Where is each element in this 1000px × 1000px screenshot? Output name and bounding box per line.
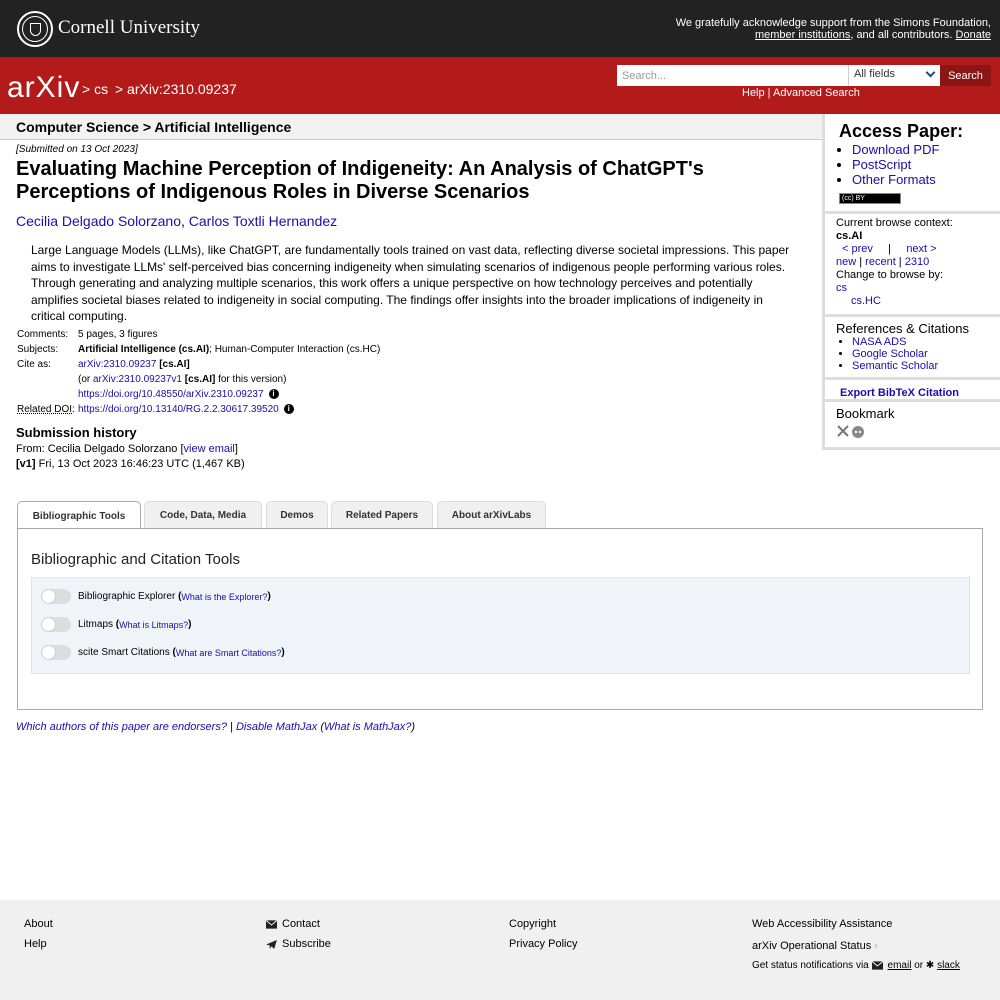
comments-value: 5 pages, 3 figures <box>78 328 158 340</box>
tab-bibliographic-tools[interactable]: Bibliographic Tools <box>17 501 141 530</box>
subscribe-link[interactable]: Subscribe <box>282 938 331 950</box>
cite-or: (or <box>78 373 93 385</box>
subjects-label: Subjects: <box>17 343 59 355</box>
cornell-seal-icon[interactable] <box>17 11 53 47</box>
view-email-link[interactable]: view email <box>183 443 235 455</box>
bibtex-section <box>825 380 1000 402</box>
bookmark-title: Bookmark <box>836 406 895 421</box>
envelope-icon <box>266 920 277 929</box>
slack-notify-link[interactable]: slack <box>937 960 960 971</box>
bookmark-section <box>825 402 1000 448</box>
postscript-link[interactable]: PostScript <box>852 157 912 172</box>
nasa-ads-link[interactable]: NASA ADS <box>852 336 907 348</box>
advanced-search-link[interactable]: Advanced Search <box>773 87 860 99</box>
other-formats-link[interactable]: Other Formats <box>852 172 936 187</box>
change-label: Change to browse by: <box>836 269 944 281</box>
history-heading: Submission history <box>16 425 137 440</box>
cc-license-badge[interactable]: (cc) BY <box>839 193 901 204</box>
list-item <box>852 360 989 372</box>
explorer-toggle[interactable] <box>41 589 71 604</box>
author-link[interactable]: Carlos Toxtli Hernandez <box>188 213 338 229</box>
cornell-header <box>0 0 1000 57</box>
scite-row: scite Smart Citations ( What are Smart Citations? ) <box>41 645 285 660</box>
scite-info-link[interactable]: What are Smart Citations? <box>175 647 282 658</box>
context-label: Current browse context: <box>836 217 953 229</box>
google-scholar-link[interactable]: Google Scholar <box>852 348 928 360</box>
site-footer <box>0 900 1000 1000</box>
footnote-sep: | <box>226 721 236 733</box>
cite-category: [cs.AI] <box>159 358 190 370</box>
breadcrumb <box>82 81 240 97</box>
browse-cshc-link[interactable]: cs.HC <box>851 295 881 307</box>
ack-and: , and all contributors. <box>850 29 953 41</box>
what-mathjax-link[interactable]: What is MathJax? <box>324 721 412 733</box>
breadcrumb-paper: > arXiv:2310.09237 <box>114 81 237 97</box>
secondary-subject: ; Human-Computer Interaction (cs.HC) <box>209 343 381 355</box>
help-link[interactable]: Help <box>742 87 765 99</box>
help-links <box>742 87 860 99</box>
disable-mathjax-link[interactable]: Disable MathJax <box>235 721 318 733</box>
bibsonomy-icon[interactable] <box>838 426 848 436</box>
litmaps-toggle[interactable] <box>41 617 71 632</box>
year-link[interactable]: 2310 <box>904 256 930 268</box>
copyright-link[interactable]: Copyright <box>509 918 557 930</box>
submission-date: [Submitted on 13 Oct 2023] <box>16 144 138 155</box>
abstract: Large Language Models (LLMs), like ChatGPT, are fundamentally tools trained on vast data, reflecting diverse societal impressions. This paper aims to investigate LLMs' self-perceived bias concerning indigeneity when simulating scenarios of indigenous people performing various roles. Through generating and analyzing multiple scenarios, this work offers a unique perspective on how technology perceives and potentially amplifies societal biases related to indigeneity in social computing. The findings offer insights into the broader implications of indigeneity in critical computing. <box>31 243 790 323</box>
search-field-value: All fields <box>854 68 895 80</box>
export-bibtex-link[interactable]: Export BibTeX Citation <box>840 387 959 399</box>
help-link[interactable]: Help <box>24 938 47 950</box>
panel-title: Bibliographic and Citation Tools <box>31 551 241 568</box>
info-icon[interactable]: i <box>269 389 279 399</box>
tools-box <box>31 577 970 674</box>
explorer-label: Bibliographic Explorer <box>78 591 176 602</box>
context-value: cs.AI <box>836 230 863 242</box>
member-institutions-link[interactable]: member institutions <box>754 29 851 41</box>
explorer-info-link[interactable]: What is the Explorer? <box>181 591 268 602</box>
search-field-select[interactable] <box>848 65 940 86</box>
search-button[interactable]: Search <box>940 65 991 86</box>
references-list <box>852 336 989 372</box>
list-item <box>852 336 989 348</box>
tab-demos[interactable]: Demos <box>266 501 328 529</box>
tab-related-papers[interactable]: Related Papers <box>331 501 433 529</box>
footer-col-3 <box>509 914 577 954</box>
arxiv-header <box>0 57 1000 114</box>
explorer-row: Bibliographic Explorer ( What is the Explorer? ) <box>41 589 271 604</box>
author-link[interactable]: Cecilia Delgado Solorzano <box>16 213 181 229</box>
help-sep: | <box>764 87 773 99</box>
litmaps-info-link[interactable]: What is Litmaps? <box>119 619 189 630</box>
chevron-right-icon: › <box>874 940 878 952</box>
breadcrumb-cs[interactable]: > cs <box>82 81 109 97</box>
submission-history <box>16 425 245 472</box>
email-notify-link[interactable]: email <box>887 960 912 971</box>
recent-link[interactable]: recent <box>865 256 896 268</box>
list-item <box>852 348 989 360</box>
arxiv-logo[interactable]: arXiv <box>7 71 81 104</box>
list-item <box>852 157 989 172</box>
author-sep: , <box>181 213 189 229</box>
slack-icon: ✱ <box>925 960 935 971</box>
subject-heading: Computer Science > Artificial Intelligence <box>0 114 822 140</box>
bookmark-icons <box>836 423 868 439</box>
footer-col-2 <box>266 914 331 954</box>
access-list <box>852 142 989 187</box>
primary-subject: Artificial Intelligence (cs.AI) <box>78 343 210 355</box>
nav-sep: | <box>888 243 892 255</box>
tab-about-arxivlabs[interactable]: About arXivLabs <box>437 501 546 529</box>
cite-label: Cite as: <box>17 358 51 370</box>
history-close: ] <box>234 443 238 455</box>
litmaps-row: Litmaps ( What is Litmaps? ) <box>41 617 192 632</box>
next-link[interactable]: next > <box>906 243 937 255</box>
version-label: [v1] <box>16 458 36 470</box>
references-section <box>825 317 1000 380</box>
about-link[interactable]: About <box>24 918 53 930</box>
tab-code-data-media[interactable]: Code, Data, Media <box>144 501 262 529</box>
sidebar <box>822 114 1000 450</box>
search-input[interactable]: Search... <box>617 65 848 86</box>
paper-plane-icon <box>266 940 277 949</box>
contact-link[interactable]: Contact <box>282 918 320 930</box>
notify-label: Get status notifications via <box>752 960 869 971</box>
version-detail: Fri, 13 Oct 2023 16:46:23 UTC (1,467 KB) <box>35 458 245 470</box>
endorsers-link[interactable]: Which authors of this paper are endorsers? <box>16 721 227 733</box>
reddit-icon[interactable] <box>852 426 864 438</box>
operational-status-link[interactable]: arXiv Operational Status <box>752 940 872 952</box>
cite-v1-link[interactable]: arXiv:2310.09237v1 <box>93 373 182 385</box>
list-item <box>852 172 989 187</box>
references-title: References & Citations <box>836 321 969 336</box>
scite-toggle[interactable] <box>41 645 71 660</box>
prev-link[interactable]: < prev <box>842 243 873 255</box>
notify-or: or <box>914 960 924 971</box>
metadata-table: Comments: 5 pages, 3 figures Subjects: Artificial Intelligence (cs.AI); Human-Computer Interaction (cs.HC) Cite as: arXiv:2310.09237 [cs.AI] (or arXiv:2310.09237v1 [cs.AI] for this version) https://doi.org/10.48550/arXiv.2310.09237 i Related DOI: https://doi.org/10.13140/RG.2.2.30617.39520 i <box>17 328 381 415</box>
litmaps-label: Litmaps <box>78 619 114 630</box>
history-from: From: Cecilia Delgado Solorzano [ <box>16 443 184 455</box>
cite-v1-category: [cs.AI] <box>184 373 216 385</box>
accessibility-link[interactable]: Web Accessibility Assistance <box>752 918 893 930</box>
scite-label: scite Smart Citations <box>78 647 170 658</box>
doi-link[interactable]: https://doi.org/10.48550/arXiv.2310.09237 <box>78 388 264 400</box>
acknowledgement <box>676 17 991 41</box>
access-title: Access Paper: <box>839 121 964 141</box>
tab-panel <box>17 528 983 710</box>
paper-title: Evaluating Machine Perception of Indigeneity: An Analysis of ChatGPT's Perceptions of Indigenous Roles in Diverse Scenarios <box>16 158 704 203</box>
donate-link[interactable]: Donate <box>955 29 991 41</box>
envelope-icon <box>872 961 883 970</box>
ack-line1: We gratefully acknowledge support from the Simons Foundation, <box>675 17 991 29</box>
footer-col-4 <box>752 914 960 976</box>
new-link[interactable]: new <box>836 256 857 268</box>
comments-label: Comments: <box>17 328 69 340</box>
cornell-name[interactable]: Cornell University <box>58 17 200 38</box>
browse-cs-link[interactable]: cs <box>836 282 847 294</box>
chevron-down-icon <box>926 68 936 78</box>
browse-context-section: Current browse context: cs.AI < prev | next > new | recent | 2310 Change to browse by: cs cs.HC <box>825 214 1000 317</box>
related-doi-label: Related DOI <box>17 403 73 415</box>
cite-v1-tail: for this version) <box>215 373 287 385</box>
access-paper-section <box>825 114 1000 214</box>
footer-col-1 <box>24 914 53 954</box>
cite-link[interactable]: arXiv:2310.09237 <box>78 358 157 370</box>
list-item <box>852 142 989 157</box>
related-doi-link[interactable]: https://doi.org/10.13140/RG.2.2.30617.39520 <box>78 403 279 415</box>
authors <box>16 213 337 229</box>
privacy-policy-link[interactable]: Privacy Policy <box>509 938 578 950</box>
download-pdf-link[interactable]: Download PDF <box>852 142 940 157</box>
info-icon[interactable]: i <box>284 404 294 414</box>
page-footnotes: Which authors of this paper are endorsers? | Disable MathJax (What is MathJax?) <box>16 721 416 733</box>
labs-tabs <box>17 501 983 529</box>
semantic-scholar-link[interactable]: Semantic Scholar <box>852 360 939 372</box>
